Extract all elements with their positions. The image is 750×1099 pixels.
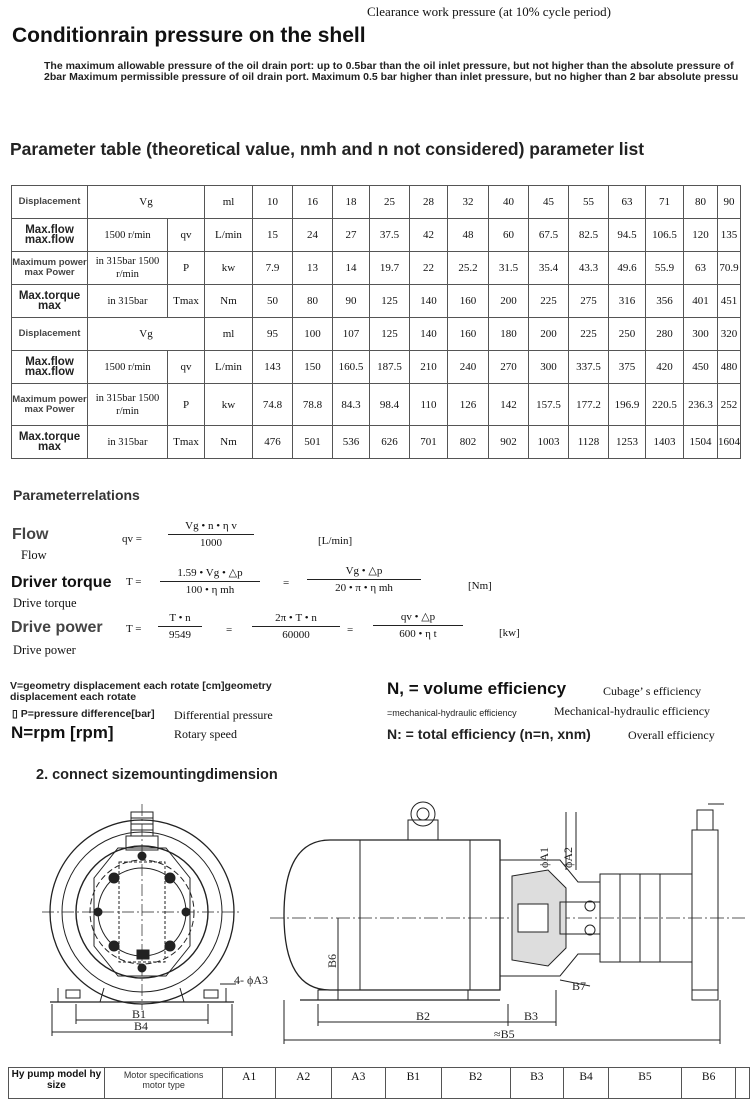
param-value-cell: 28 bbox=[410, 186, 448, 219]
param-value-cell: 701 bbox=[410, 426, 448, 459]
legend-dp-desc: Differential pressure bbox=[174, 708, 273, 722]
param-row-label: Maximum power max Power bbox=[12, 252, 88, 285]
power-denominator-2: 60000 bbox=[282, 629, 310, 641]
param-value-cell: 356 bbox=[646, 285, 684, 318]
param-value-cell: 82.5 bbox=[569, 219, 609, 252]
param-row-unit: ml bbox=[205, 186, 253, 219]
pump-size-label: size bbox=[46, 1080, 66, 1091]
param-value-cell: 25 bbox=[370, 186, 410, 219]
legend-nmh: =mechanical-hydraulic efficiency bbox=[387, 708, 517, 718]
param-value-cell: 40 bbox=[489, 186, 529, 219]
param-value-cell: 27 bbox=[333, 219, 370, 252]
param-value-cell: 420 bbox=[646, 351, 684, 384]
dimension-column-header: A1 bbox=[223, 1068, 276, 1099]
param-value-cell: 90 bbox=[718, 186, 741, 219]
param-row-label: Displacement bbox=[12, 186, 88, 219]
dim-b6-label: B6 bbox=[325, 953, 339, 968]
power-denominator-1: 9549 bbox=[169, 629, 191, 641]
param-value-cell: 32 bbox=[448, 186, 489, 219]
legend-nv: N, = volume efficiency bbox=[387, 679, 567, 698]
dimension-column-header: B4 bbox=[564, 1068, 609, 1099]
param-row-label: Max.torque max bbox=[12, 285, 88, 318]
param-value-cell: 225 bbox=[529, 285, 569, 318]
torque-denominator-1: 100 • η mh bbox=[185, 584, 235, 596]
parameter-table-title: Parameter table (theoretical value, nmh and n not considered) parameter list bbox=[10, 139, 645, 159]
torque-fraction-1 bbox=[160, 566, 260, 596]
param-row-unit: ml bbox=[205, 318, 253, 351]
power-equals-2: = bbox=[347, 624, 354, 636]
param-value-cell: 107 bbox=[333, 318, 370, 351]
param-value-cell: 100 bbox=[293, 318, 333, 351]
power-numerator-3: qv • △p bbox=[373, 610, 463, 626]
param-value-cell: 375 bbox=[609, 351, 646, 384]
param-value-cell: 70.9 bbox=[718, 252, 741, 285]
power-fraction-1 bbox=[158, 612, 202, 641]
param-value-cell: 250 bbox=[609, 318, 646, 351]
param-value-cell: 160 bbox=[448, 318, 489, 351]
param-value-cell: 35.4 bbox=[529, 252, 569, 285]
dimension-column-header: B5 bbox=[609, 1068, 682, 1099]
mounting-dimension-title: 2. connect sizemountingdimension bbox=[36, 767, 278, 783]
drain-pressure-description: The maximum allowable pressure of the oil drain port: up to 0.5bar than the oil inlet pressure, but not higher than the absolute pressure of 2bar Maximum permissible pressure of oil drain port. Maximum 0.5 bar higher than inlet pressure, but no higher than 2 bar absolute pressu bbox=[44, 60, 739, 83]
param-value-cell: 140 bbox=[410, 318, 448, 351]
power-equals-1: = bbox=[226, 624, 233, 636]
motor-side-view bbox=[270, 802, 745, 1044]
param-row-symbol: Tmax bbox=[168, 285, 205, 318]
power-numerator-2: 2π • T • n bbox=[252, 612, 340, 627]
param-row-unit: L/min bbox=[205, 351, 253, 384]
param-value-cell: 80 bbox=[684, 186, 718, 219]
torque-numerator-2: Vg • △p bbox=[307, 564, 421, 580]
param-row bbox=[12, 384, 741, 426]
param-value-cell: 476 bbox=[253, 426, 293, 459]
dim-b7-label: B7 bbox=[572, 979, 587, 993]
param-value-cell: 94.5 bbox=[609, 219, 646, 252]
legend-n: N=rpm [rpm] bbox=[11, 723, 114, 742]
param-row-unit: kw bbox=[205, 252, 253, 285]
param-value-cell: 126 bbox=[448, 384, 489, 426]
param-value-cell: 60 bbox=[489, 219, 529, 252]
param-row bbox=[12, 426, 741, 459]
legend-n-desc: Rotary speed bbox=[174, 727, 237, 741]
param-value-cell: 240 bbox=[448, 351, 489, 384]
dim-b2-label: B2 bbox=[416, 1009, 431, 1023]
param-value-cell: 1128 bbox=[569, 426, 609, 459]
param-value-cell: 143 bbox=[253, 351, 293, 384]
param-value-cell: 80 bbox=[293, 285, 333, 318]
dimension-column-header: B1 bbox=[386, 1068, 441, 1099]
param-value-cell: 1253 bbox=[609, 426, 646, 459]
param-value-cell: 275 bbox=[569, 285, 609, 318]
param-value-cell: 13 bbox=[293, 252, 333, 285]
param-value-cell: 125 bbox=[370, 318, 410, 351]
motor-type-label: motor type bbox=[142, 1080, 185, 1090]
param-value-cell: 49.6 bbox=[609, 252, 646, 285]
param-value-cell: 210 bbox=[410, 351, 448, 384]
param-value-cell: 220.5 bbox=[646, 384, 684, 426]
param-row-condition: in 315bar bbox=[88, 426, 168, 459]
param-value-cell: 55 bbox=[569, 186, 609, 219]
param-value-cell: 536 bbox=[333, 426, 370, 459]
dim-a2-label: ϕA2 bbox=[561, 847, 575, 868]
param-value-cell: 1003 bbox=[529, 426, 569, 459]
legend-nv-desc: Cubage’ s efficiency bbox=[603, 684, 702, 698]
dim-b1-label: B1 bbox=[132, 1007, 147, 1021]
param-row-label: Displacement bbox=[12, 318, 88, 351]
torque-equals: = bbox=[283, 577, 290, 589]
param-value-cell: 7.9 bbox=[253, 252, 293, 285]
param-value-cell: 78.8 bbox=[293, 384, 333, 426]
param-value-cell: 270 bbox=[489, 351, 529, 384]
param-value-cell: 63 bbox=[684, 252, 718, 285]
torque-symbol: T = bbox=[126, 576, 142, 588]
param-value-cell: 225 bbox=[569, 318, 609, 351]
legend-nt-desc: Overall efficiency bbox=[628, 728, 715, 742]
param-value-cell: 95 bbox=[253, 318, 293, 351]
param-value-cell: 24 bbox=[293, 219, 333, 252]
power-symbol: T = bbox=[126, 623, 142, 635]
param-value-cell: 10 bbox=[253, 186, 293, 219]
param-row-symbol: Tmax bbox=[168, 426, 205, 459]
param-value-cell: 157.5 bbox=[529, 384, 569, 426]
mounting-dimension-drawing bbox=[0, 790, 750, 1066]
param-value-cell: 337.5 bbox=[569, 351, 609, 384]
power-sublabel: Drive power bbox=[13, 643, 76, 657]
power-label: Drive power bbox=[11, 619, 103, 636]
flow-fraction bbox=[168, 520, 254, 549]
param-value-cell: 300 bbox=[529, 351, 569, 384]
param-value-cell: 480 bbox=[718, 351, 741, 384]
flow-sublabel: Flow bbox=[21, 548, 47, 562]
dim-b4-label: B4 bbox=[134, 1019, 149, 1033]
dimension-column-header: B6 bbox=[681, 1068, 736, 1099]
param-value-cell: 48 bbox=[448, 219, 489, 252]
power-denominator-3: 600 • η t bbox=[399, 628, 437, 640]
param-row-symbol: P bbox=[168, 252, 205, 285]
param-value-cell: 160 bbox=[448, 285, 489, 318]
dimension-column-header: B3 bbox=[510, 1068, 564, 1099]
param-value-cell: 74.8 bbox=[253, 384, 293, 426]
legend-nt: N: = total efficiency (n=n, xnm) bbox=[387, 726, 591, 742]
param-value-cell: 401 bbox=[684, 285, 718, 318]
param-value-cell: 160.5 bbox=[333, 351, 370, 384]
param-row-condition: in 315bar 1500 r/min bbox=[88, 252, 168, 285]
param-value-cell: 150 bbox=[293, 351, 333, 384]
flow-label: Flow bbox=[12, 526, 49, 543]
param-row-unit: L/min bbox=[205, 219, 253, 252]
param-value-cell: 450 bbox=[684, 351, 718, 384]
param-value-cell: 22 bbox=[410, 252, 448, 285]
param-value-cell: 320 bbox=[718, 318, 741, 351]
page-title: Conditionrain pressure on the shell bbox=[12, 24, 366, 47]
torque-unit: [Nm] bbox=[468, 580, 492, 592]
param-row-condition: 1500 r/min bbox=[88, 351, 168, 384]
dimension-table bbox=[8, 1067, 750, 1099]
dimension-column-header: A2 bbox=[276, 1068, 332, 1099]
parameter-table bbox=[11, 185, 741, 459]
param-row-label: Maximum power max Power bbox=[12, 384, 88, 426]
param-value-cell: 63 bbox=[609, 186, 646, 219]
param-row-condition: in 315bar 1500 r/min bbox=[88, 384, 168, 426]
param-value-cell: 50 bbox=[253, 285, 293, 318]
param-value-cell: 187.5 bbox=[370, 351, 410, 384]
torque-fraction-2 bbox=[307, 564, 421, 594]
legend-dp: ▯ P=pressure difference[bar] bbox=[12, 708, 155, 720]
param-value-cell: 84.3 bbox=[333, 384, 370, 426]
param-value-cell: 15 bbox=[253, 219, 293, 252]
param-value-cell: 55.9 bbox=[646, 252, 684, 285]
param-value-cell: 180 bbox=[489, 318, 529, 351]
param-value-cell: 71 bbox=[646, 186, 684, 219]
param-value-cell: 142 bbox=[489, 384, 529, 426]
param-row bbox=[12, 219, 741, 252]
param-value-cell: 300 bbox=[684, 318, 718, 351]
param-value-cell: 1604 bbox=[718, 426, 741, 459]
param-value-cell: 120 bbox=[684, 219, 718, 252]
torque-label: Driver torque bbox=[11, 574, 112, 591]
dimension-column-header: A3 bbox=[331, 1068, 386, 1099]
param-value-cell: 177.2 bbox=[569, 384, 609, 426]
param-value-cell: 106.5 bbox=[646, 219, 684, 252]
dim-a1-label: ϕA1 bbox=[537, 847, 551, 868]
flow-unit: [L/min] bbox=[318, 535, 353, 547]
param-row-symbol: Vg bbox=[88, 318, 205, 351]
param-value-cell: 90 bbox=[333, 285, 370, 318]
param-row bbox=[12, 351, 741, 384]
param-value-cell: 501 bbox=[293, 426, 333, 459]
param-value-cell: 135 bbox=[718, 219, 741, 252]
param-value-cell: 280 bbox=[646, 318, 684, 351]
flow-denominator: 1000 bbox=[200, 537, 222, 549]
param-value-cell: 18 bbox=[333, 186, 370, 219]
param-row-label: Max.flow max.flow bbox=[12, 351, 88, 384]
dim-a3-label: 4- ϕA3 bbox=[234, 973, 268, 987]
param-value-cell: 140 bbox=[410, 285, 448, 318]
param-value-cell: 25.2 bbox=[448, 252, 489, 285]
legend-nmh-desc: Mechanical-hydraulic efficiency bbox=[554, 704, 711, 718]
flow-numerator: Vg • n • η v bbox=[168, 520, 254, 535]
param-value-cell: 16 bbox=[293, 186, 333, 219]
param-value-cell: 1504 bbox=[684, 426, 718, 459]
torque-numerator-1: 1.59 • Vg • △p bbox=[160, 566, 260, 582]
param-value-cell: 31.5 bbox=[489, 252, 529, 285]
dimension-column-header: B2 bbox=[441, 1068, 510, 1099]
legend-vg: V=geometry displacement each rotate [cm]geometry displacement each rotate bbox=[10, 680, 272, 703]
power-numerator-1: T • n bbox=[158, 612, 202, 627]
param-row-unit: Nm bbox=[205, 426, 253, 459]
param-value-cell: 1403 bbox=[646, 426, 684, 459]
param-value-cell: 316 bbox=[609, 285, 646, 318]
param-row-condition: in 315bar bbox=[88, 285, 168, 318]
flow-symbol: qv = bbox=[122, 533, 142, 545]
pump-end-view bbox=[42, 804, 242, 1036]
param-value-cell: 37.5 bbox=[370, 219, 410, 252]
param-row-symbol: qv bbox=[168, 219, 205, 252]
param-value-cell: 125 bbox=[370, 285, 410, 318]
param-row-unit: kw bbox=[205, 384, 253, 426]
param-row bbox=[12, 285, 741, 318]
param-value-cell: 67.5 bbox=[529, 219, 569, 252]
pump-model-label: Hy pump model hy bbox=[11, 1069, 102, 1080]
dim-b3-label: B3 bbox=[524, 1009, 539, 1023]
param-value-cell: 200 bbox=[489, 285, 529, 318]
motor-spec-label: Motor specifications bbox=[123, 1070, 204, 1080]
param-row-condition: 1500 r/min bbox=[88, 219, 168, 252]
relations-title: Parameterrelations bbox=[13, 487, 140, 503]
clearance-caption: Clearance work pressure (at 10% cycle period) bbox=[367, 4, 611, 19]
param-row-label: Max.torque max bbox=[12, 426, 88, 459]
param-value-cell: 902 bbox=[489, 426, 529, 459]
power-fraction-2 bbox=[252, 612, 340, 641]
param-value-cell: 236.3 bbox=[684, 384, 718, 426]
param-value-cell: 196.9 bbox=[609, 384, 646, 426]
param-row bbox=[12, 318, 741, 351]
param-row-symbol: P bbox=[168, 384, 205, 426]
param-value-cell: 200 bbox=[529, 318, 569, 351]
param-row-unit: Nm bbox=[205, 285, 253, 318]
param-value-cell: 802 bbox=[448, 426, 489, 459]
power-unit: [kw] bbox=[499, 627, 520, 639]
param-value-cell: 110 bbox=[410, 384, 448, 426]
param-row-symbol: qv bbox=[168, 351, 205, 384]
power-fraction-3 bbox=[373, 610, 463, 640]
param-value-cell: 626 bbox=[370, 426, 410, 459]
param-value-cell: 252 bbox=[718, 384, 741, 426]
param-row bbox=[12, 186, 741, 219]
dim-b5-label: ≈B5 bbox=[494, 1027, 515, 1041]
param-value-cell: 43.3 bbox=[569, 252, 609, 285]
param-value-cell: 451 bbox=[718, 285, 741, 318]
param-value-cell: 45 bbox=[529, 186, 569, 219]
param-value-cell: 42 bbox=[410, 219, 448, 252]
param-value-cell: 98.4 bbox=[370, 384, 410, 426]
torque-denominator-2: 20 • π • η mh bbox=[335, 582, 393, 594]
param-row-label: Max.flow max.flow bbox=[12, 219, 88, 252]
param-row-symbol: Vg bbox=[88, 186, 205, 219]
param-value-cell: 19.7 bbox=[370, 252, 410, 285]
param-row bbox=[12, 252, 741, 285]
torque-sublabel: Drive torque bbox=[13, 596, 77, 610]
param-value-cell: 14 bbox=[333, 252, 370, 285]
